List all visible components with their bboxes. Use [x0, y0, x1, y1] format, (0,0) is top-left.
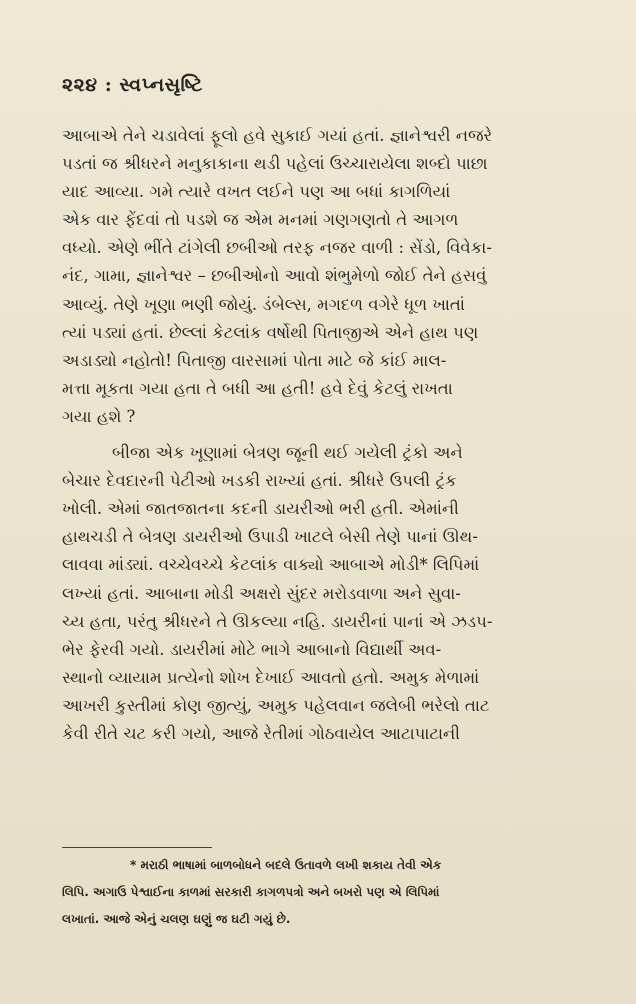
text-line: અડાડ્યો નહોતો! પિતાજી વારસામાં પોતા માટે જે કાંઈ માલ-: [62, 350, 447, 370]
text-line: આબાએ તેને ચડાવેલાં ફૂલો હવે સુકાઈ ગયાં હતાં. જ્ઞાનેશ્વરી નજરે: [62, 126, 493, 145]
text-line: વધ્યો. એણે ભીંતે ટાંગેલી છબીઓ તરફ નજર વાળી : સેંડો, વિવેકા-: [62, 238, 492, 258]
text-line: બીજા એક ખૂણામાં બેત્રણ જૂની થઈ ગયેલી ટ્રંકો અને: [112, 443, 463, 463]
text-line: લાવવા માંડ્યાં. વચ્ચેવચ્ચે કેટલાંક વાક્યો આબાએ મોડી* લિપિમાં: [62, 555, 480, 575]
footnote: [62, 852, 622, 933]
text-line: આખરી કુસ્તીમાં કોણ જીત્યું, અમુક પહેલવાન જલેબી ભરેલો તાટ: [62, 695, 490, 715]
footnote-divider: [62, 847, 212, 848]
text-line: આવ્યું. તેણે ખૂણા ભણી જોયું. ડંબેલ્સ, મગદળ વગેરે ધૂળ ખાતાં: [62, 294, 465, 314]
paragraph-1: [62, 122, 622, 431]
footnote-line: * મરાઠી ભાષામાં બાળબોધને બદલે ઉતાવળે લખી શકાય તેવી એક: [130, 858, 442, 872]
text-line: ભેર ફેરવી ગયો. ડાયરીમાં મોટે ભાગે આબાનો વિદ્યાર્થી અવ-: [62, 639, 442, 659]
body-text: [62, 122, 622, 748]
text-line: યાદ આવ્યા. ગમે ત્યારે વખત લઈને પણ આ બધાં કાગળિયાં: [62, 182, 451, 202]
text-line: ત્યાં પડ્યાં હતાં. છેલ્લાં કેટલાંક વર્ષોથી પિતાજીએ એને હાથ પણ: [62, 322, 479, 342]
text-line: કેવી રીતે ચટ કરી ગયો, આજે રેતીમાં ગોઠવાયેલ આટાપાટાની: [62, 723, 461, 743]
text-line: ખોલી. એમાં જાતજાતના કદની ડાયરીઓ ભરી હતી. એમાંની: [62, 499, 459, 519]
text-line: હાથચડી તે બેત્રણ ડાયરીઓ ઉપાડી ખાટલે બેસી તેણે પાનાં ઊથ-: [62, 527, 478, 547]
text-line: નંદ, ગામા, જ્ઞાનેશ્વર – છબીઓનો આવો શંભુમેળો જોઈ તેને હસવું: [62, 266, 487, 286]
text-line: ગયા હશે ?: [62, 406, 136, 426]
footnote-line: લખાતાં. આજે એનું ચલણ ઘણું જ ઘટી ગયું છે.: [62, 912, 291, 926]
text-line: બેચાર દેવદારની પેટીઓ ખડકી રાખ્યાં હતાં. શ્રીધરે ઉપલી ટ્રંક: [62, 471, 457, 491]
text-line: સ્થાનો વ્યાયામ પ્રત્યેનો શોખ દેખાઈ આવતો હતો. અમુક મેળામાં: [62, 667, 480, 687]
page-header: ૨૨૪ : સ્વપ્નસૃષ્ટિ: [62, 74, 203, 96]
text-line: એક વાર ફેંદવાં તો પડશે જ એમ મનમાં ગણગણતો તે આગળ: [62, 210, 459, 230]
footnote-line: લિપિ. અગાઉ પેશ્વાઈના કાળમાં સરકારી કાગળપત્રો અને બખરો પણ એ લિપિમાં: [62, 885, 440, 899]
text-line: ચ્ય હતા, પરંતુ શ્રીધરને તે ઊકલ્યા નહિ. ડાયરીનાં પાનાં એ ઝડપ-: [62, 611, 493, 631]
text-line: પડતાં જ શ્રીધરને મનુકાકાના થડી પહેલાં ઉચ્ચારાયેલા શબ્દો પાછા: [62, 154, 488, 174]
paragraph-2: [62, 439, 622, 748]
text-line: લખ્યાં હતાં. આબાના મોડી અક્ષરો સુંદર મરોડવાળા અને સુવા-: [62, 583, 461, 603]
text-line: મત્તા મૂકતા ગયા હતા તે બધી આ હતી! હવે દેવું કેટલું રાખતા: [62, 378, 453, 398]
